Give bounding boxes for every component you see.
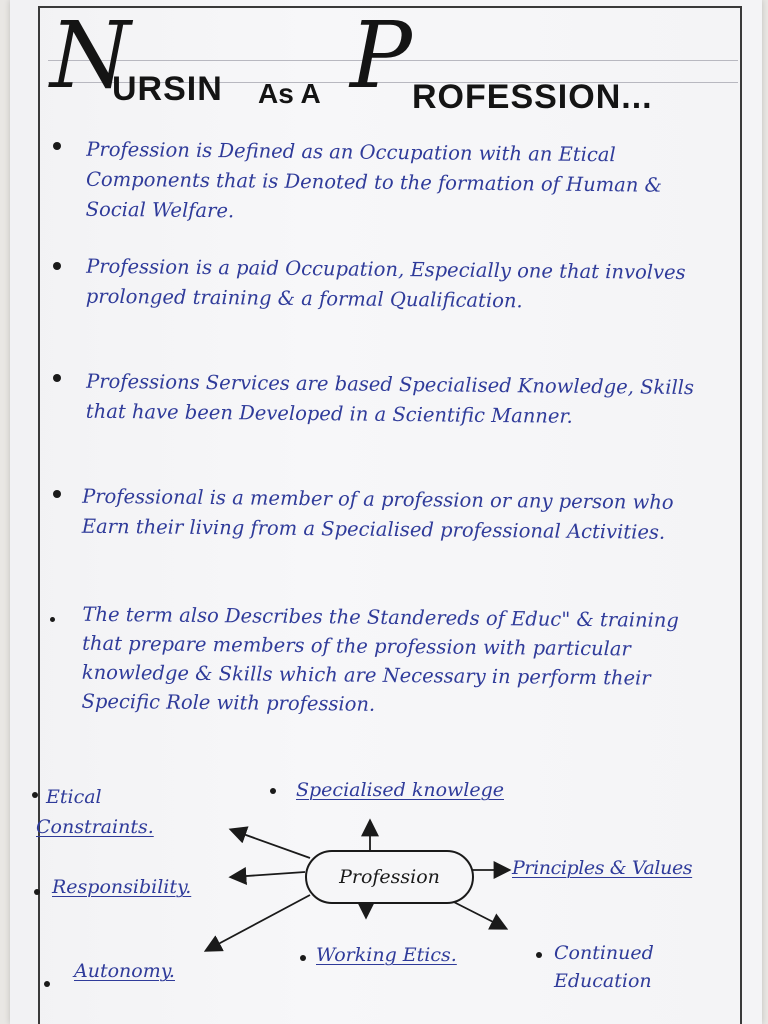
paragraph-professional: Professional is a member of a profession or any person who Earn their living from a Specialised professional Activities. xyxy=(81,484,674,544)
paragraph-term: The term also Describes the Standereds of Educ" & training that prepare members of the profession with particular knowledge & Skills which are Necessary in perform their Specific Role with profession. xyxy=(81,602,679,716)
bullet-dot xyxy=(44,981,50,987)
bullet-dot xyxy=(32,792,38,798)
title-initial-p: P xyxy=(350,2,412,109)
bullet-dot xyxy=(300,955,306,961)
bullet-dot xyxy=(536,952,542,958)
concept-continued-line1: Continued xyxy=(554,942,654,964)
concept-principles-values: Principles & Values xyxy=(512,857,693,879)
title-word-ursin: URSIN xyxy=(112,70,223,108)
paragraph-services: Professions Services are based Specialised Knowledge, Skills that have been Developed in a Scientific Manner. xyxy=(85,369,695,428)
bullet-dot xyxy=(34,889,40,895)
paragraph-paid-occupation: Profession is a paid Occupation, Especially one that involves prolonged training & a formal Qualification. xyxy=(85,254,686,313)
center-node-label: Profession xyxy=(339,866,440,888)
concept-ethical-line2: Constraints. xyxy=(36,816,154,838)
concept-responsibility: Responsibility. xyxy=(52,876,192,898)
concept-autonomy: Autonomy. xyxy=(74,960,175,982)
bullet-dot xyxy=(270,788,276,794)
paragraph-definition: Profession is Defined as an Occupation with an Etical Components that is Denoted to the formation of Human & Social Welfare. xyxy=(85,137,663,223)
concept-continued-line2: Education xyxy=(554,970,652,992)
concept-working-ethics: Working Etics. xyxy=(316,944,457,966)
center-node-profession xyxy=(305,850,474,904)
title-word-as-a: As A xyxy=(258,78,321,109)
title-initial-n: N xyxy=(50,2,131,109)
concept-specialised-knowledge: Specialised knowlege xyxy=(296,779,504,801)
concept-ethical-line1: Etical xyxy=(46,786,102,808)
title-word-rofession: ROFESSION... xyxy=(412,78,653,116)
notebook-page xyxy=(10,0,762,1024)
